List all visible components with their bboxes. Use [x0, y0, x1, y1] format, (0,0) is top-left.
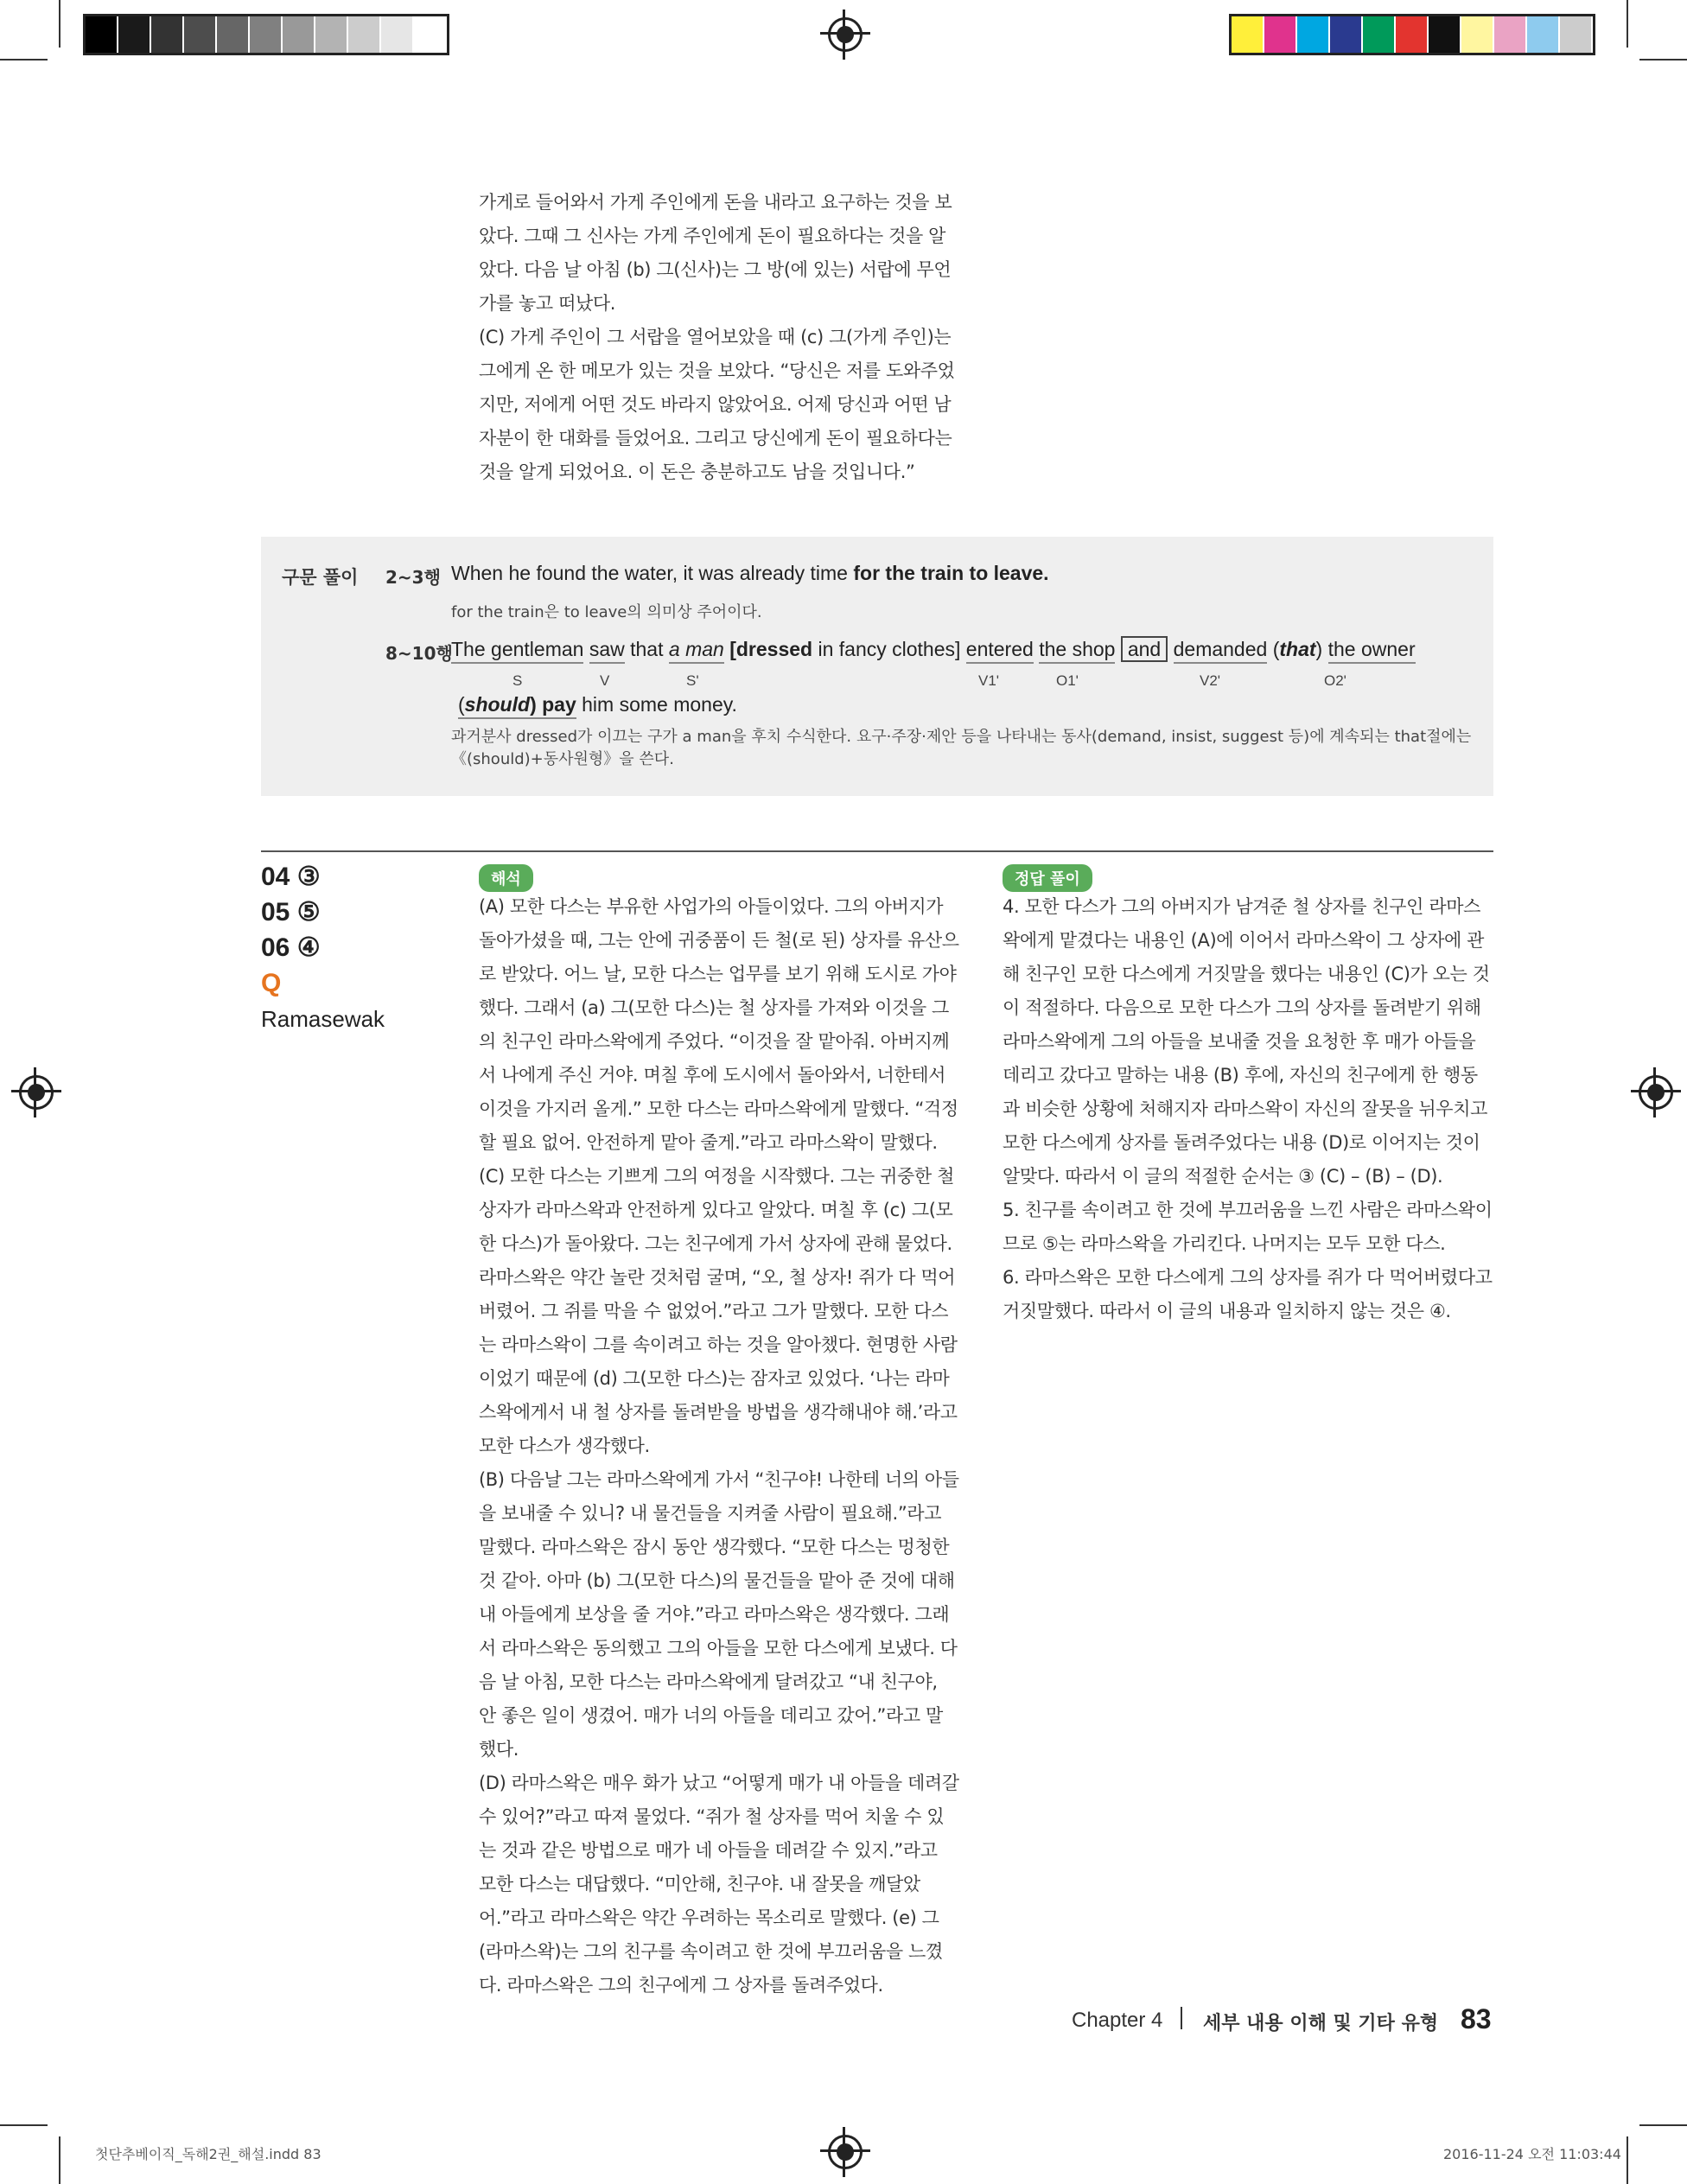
color-swatch: [1232, 16, 1264, 53]
gray-swatch: [381, 16, 414, 53]
grammar-note-2: 과거분사 dressed가 이끄는 구가 a man을 후치 수식한다. 요구·주장·제안 등을 나타내는 동사(demand, insist, suggest 등)에 계속되는 that절에는 《(should)+동사원형》을 쓴다.: [451, 728, 1472, 768]
word-sub-subject: a man: [669, 638, 724, 664]
gray-swatch: [348, 16, 381, 53]
gray-swatch: [283, 16, 315, 53]
word-modifier: [dressed in fancy clothes]: [729, 638, 961, 660]
tag-o1-prime: O1': [1056, 672, 1079, 689]
color-swatch: [1363, 16, 1396, 53]
word-v1: entered: [966, 638, 1034, 664]
color-swatch: [1396, 16, 1429, 53]
word-o1: the shop: [1039, 638, 1115, 664]
word-that: that: [630, 638, 664, 660]
crop-mark: [1627, 0, 1628, 48]
answer-q-value: Ramasewak: [261, 1006, 385, 1032]
sentence-1-start: When he found the water, it was already time: [451, 562, 848, 584]
grammar-sentence-1: [451, 562, 1049, 585]
word-that-optional: (that): [1272, 638, 1323, 660]
color-swatch: [1264, 16, 1297, 53]
word-and-boxed: and: [1121, 636, 1168, 662]
crop-mark: [1639, 2124, 1687, 2126]
process-color-bar: [1229, 14, 1595, 55]
intro-paragraph: 가게로 들어와서 가게 주인에게 돈을 내라고 요구하는 것을 보았다. 그때 그 신사는 가게 주인에게 돈이 필요하다는 것을 알았다. 다음 날 아침 (b) 그(신사)는 그 방(에 있는) 서랍에 무언가를 놓고 떠났다.: [479, 192, 952, 314]
grammar-note-1: for the train은 to leave의 의미상 주어이다.: [451, 603, 762, 621]
tag-v: V: [600, 672, 610, 689]
color-swatch: [1330, 16, 1363, 53]
gray-swatch: [315, 16, 348, 53]
gray-swatch: [414, 16, 447, 53]
registration-mark-bottom: [828, 2135, 863, 2169]
crop-mark: [1639, 59, 1687, 60]
explanation-text: [1003, 890, 1493, 1328]
slug-timestamp: 2016-11-24 오전 11:03:44: [1443, 2146, 1621, 2162]
word-subject: The gentleman: [451, 638, 583, 664]
registration-mark-top: [828, 17, 863, 52]
gray-swatch: [118, 16, 151, 53]
tag-s-prime: S': [686, 672, 699, 689]
tag-v1-prime: V1': [978, 672, 1000, 689]
answer-05: 05 ⑤: [261, 898, 321, 926]
color-swatch: [1494, 16, 1527, 53]
gray-swatch: [184, 16, 217, 53]
crop-mark: [59, 2136, 60, 2184]
crop-mark: [0, 59, 48, 60]
translation-text: [479, 890, 959, 2003]
section-divider: [261, 850, 1493, 852]
color-swatch: [1297, 16, 1330, 53]
explanation-paragraph: 6. 라마스왁은 모한 다스에게 그의 상자를 쥐가 다 먹어버렸다고 거짓말했다. 따라서 이 글의 내용과 일치하지 않는 것은 ④.: [1003, 1267, 1493, 1321]
gray-swatch: [250, 16, 283, 53]
tag-s: S: [512, 672, 523, 689]
answer-04: 04 ③: [261, 863, 321, 891]
gray-swatch: [86, 16, 118, 53]
crop-mark: [1627, 2136, 1628, 2184]
footer-chapter: Chapter 4: [1072, 2009, 1163, 2032]
word-o2: the owner: [1328, 638, 1416, 664]
intro-paragraph: (C) 가게 주인이 그 서랍을 열어보았을 때 (c) 그(가게 주인)는 그에게 온 한 메모가 있는 것을 보았다. “당신은 저를 도와주었지만, 저에게 어떤 것도 바라지 않았어요. 어제 당신과 어떤 남자분이 한 대화를 들었어요. 그리고 당신에게 돈이 필요하다는 것을 알게 되었어요. 이 돈은 충분하고도 남을 것입니다.”: [479, 327, 955, 482]
explanation-paragraph: 4. 모한 다스가 그의 아버지가 남겨준 철 상자를 친구인 라마스왁에게 맡겼다는 내용인 (A)에 이어서 라마스왁이 그 상자에 관해 친구인 모한 다스에게 거짓말을 했다는 내용인 (C)가 오는 것이 적절하다. 다음으로 모한 다스가 그의 상자를 돌려받기 위해 라마스왁에게 그의 아들을 보내줄 것을 요청한 후 매가 아들을 데리고 갔다고 말하는 내용 (B) 후에, 자신의 친구에게 한 행동과 비슷한 상황에 처해지자 라마스왁이 자신의 잘못을 뉘우치고 모한 다스에게 상자를 돌려주었다는 내용 (D)로 이어지는 것이 알맞다. 따라서 이 글의 적절한 순서는 ③ (C) – (B) – (D).: [1003, 896, 1490, 1187]
translation-paragraph: (D) 라마스왁은 매우 화가 났고 “어떻게 매가 내 아들을 데려갈 수 있어?”라고 따져 물었다. “쥐가 철 상자를 먹어 치울 수 있는 것과 같은 방법으로 매가 네 아들을 데려갈 수 있지.”라고 모한 다스는 대답했다. “미안해, 친구야. 내 잘못을 깨달았어.”라고 라마스왁은 약간 우려하는 목소리로 말했다. (e) 그(라마스왁)는 그의 친구를 속이려고 한 것에 부끄러움을 느꼈다. 라마스왁은 그의 친구에게 그 상자를 돌려주었다.: [479, 1773, 959, 1996]
crop-mark: [59, 0, 60, 48]
translation-paragraph: (A) 모한 다스는 부유한 사업가의 아들이었다. 그의 아버지가 돌아가셨을 때, 그는 안에 귀중품이 든 철(로 된) 상자를 유산으로 받았다. 어느 날, 모한 다스는 업무를 보기 위해 도시로 가야 했다. 그래서 (a) 그(모한 다스)는 철 상자를 가져와 이것을 그의 친구인 라마스왁에게 주었다. “이것을 잘 맡아줘. 아버지께서 나에게 주신 거야. 며칠 후에 도시에서 돌아와서, 너한테서 이것을 가지러 올게.” 모한 다스는 라마스왁에게 말했다. “걱정할 필요 없어. 안전하게 맡아 줄게.”라고 라마스왁이 말했다.: [479, 896, 959, 1153]
tag-v2-prime: V2': [1200, 672, 1221, 689]
answer-06: 06 ④: [261, 933, 321, 962]
explanation-paragraph: 5. 친구를 속이려고 한 것에 부끄러움을 느낀 사람은 라마스왁이므로 ⑤는 라마스왁을 가리킨다. 나머지는 모두 모한 다스.: [1003, 1200, 1493, 1254]
crop-mark: [0, 2124, 48, 2126]
grayscale-color-bar: [83, 14, 449, 55]
page-number: 83: [1461, 2003, 1492, 2034]
grammar-line-ref-1: 2~3행: [385, 567, 441, 588]
translation-paragraph: (B) 다음날 그는 라마스왁에게 가서 “친구야! 나한테 너의 아들을 보내줄 수 있니? 내 물건들을 지켜줄 사람이 필요해.”라고 말했다. 라마스왁은 잠시 동안 생각했다. “모한 다스는 멍청한 것 같아. 아마 (b) 그(모한 다스)의 물건들을 맡아 준 것에 대해 내 아들에게 보상을 줄 거야.”라고 라마스왁은 생각했다. 그래서 라마스왁은 동의했고 그의 아들을 모한 다스에게 보냈다. 다음 날 아침, 모한 다스는 라마스왁에게 달려갔고 “내 친구야, 안 좋은 일이 생겼어. 매가 너의 아들을 데리고 갔어.”라고 말했다.: [479, 1469, 959, 1760]
color-swatch: [1560, 16, 1593, 53]
grammar-label: 구문 풀이: [282, 567, 359, 588]
grammar-line-ref-2: 8~10행: [385, 643, 453, 664]
grammar-sentence-2: [451, 638, 1416, 661]
gray-swatch: [217, 16, 250, 53]
grammar-sentence-2-line2: (should) pay him some money.: [458, 693, 737, 716]
registration-mark-right: [1639, 1075, 1673, 1110]
word-verb: saw: [589, 638, 625, 664]
translation-paragraph: (C) 모한 다스는 기쁘게 그의 여정을 시작했다. 그는 귀중한 철 상자가 라마스왁과 안전하게 있다고 알았다. 며칠 후 (c) 그(모한 다스)가 돌아왔다. 그는 친구에게 가서 상자에 관해 물었다. 라마스왁은 약간 놀란 것처럼 굴며, “오, 철 상자! 쥐가 다 먹어버렸어. 그 쥐를 막을 수 없었어.”라고 그가 말했다. 모한 다스는 라마스왁이 그를 속이려고 하는 것을 알아챘다. 현명한 사람이었기 때문에 (d) 그(모한 다스)는 잠자코 있었다. ‘나는 라마스왁에게서 내 철 상자를 돌려받을 방법을 생각해내야 해.’라고 모한 다스가 생각했다.: [479, 1166, 958, 1456]
answer-q-label: Q: [261, 969, 282, 997]
slug-filename: 첫단추베이직_독해2권_해설.indd 83: [95, 2146, 321, 2162]
registration-mark-left: [19, 1075, 54, 1110]
tag-o2-prime: O2': [1324, 672, 1346, 689]
sentence-1-bold: for the train to leave.: [853, 562, 1049, 584]
color-swatch: [1527, 16, 1560, 53]
translation-badge: 해석: [479, 864, 533, 892]
gray-swatch: [151, 16, 184, 53]
intro-text: [479, 186, 959, 489]
footer-separator: [1181, 2007, 1182, 2029]
color-swatch: [1429, 16, 1461, 53]
color-swatch: [1461, 16, 1494, 53]
footer-title: 세부 내용 이해 및 기타 유형: [1203, 2013, 1439, 2034]
word-v2: demanded: [1174, 638, 1268, 664]
explanation-badge: 정답 풀이: [1003, 864, 1092, 892]
